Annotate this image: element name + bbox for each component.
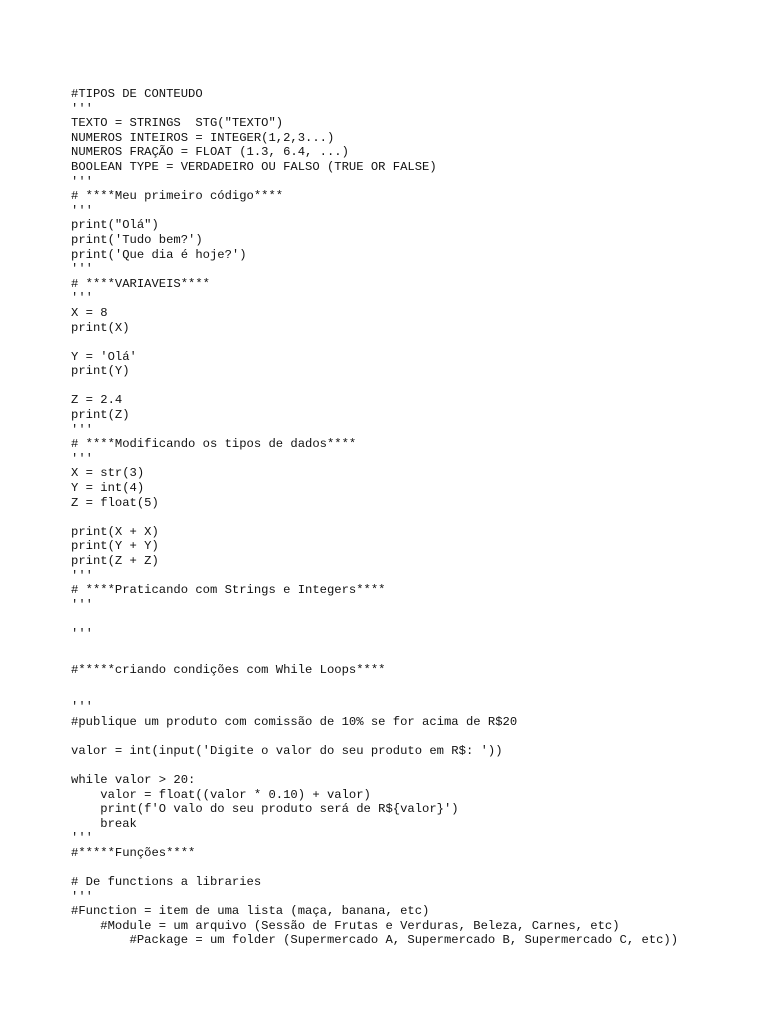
code-line: #Function = item de uma lista (maça, banana, etc): [71, 904, 430, 919]
code-line: break: [71, 816, 137, 831]
code-line: #Package = um folder (Supermercado A, Supermercado B, Supermercado C, etc)): [71, 933, 679, 948]
code-line: ''': [71, 291, 93, 306]
code-line: Y = 'Olá': [71, 349, 137, 364]
code-line: ''': [71, 626, 93, 641]
code-line: ''': [71, 831, 93, 846]
document-page: [71, 87, 761, 948]
blank-line: [71, 335, 761, 350]
code-line: ''': [71, 422, 93, 437]
code-line: print("Olá"): [71, 218, 159, 233]
code-line: print(Y): [71, 364, 130, 379]
code-line: #Module = um arquivo (Sessão de Frutas e Verduras, Beleza, Carnes, etc): [71, 918, 620, 933]
code-line: ''': [71, 699, 93, 714]
blank-line: [71, 510, 761, 525]
blank-line: [71, 729, 761, 744]
code-line: # ****VARIAVEIS****: [71, 276, 210, 291]
code-line: BOOLEAN TYPE = VERDADEIRO OU FALSO (TRUE OR FALSE): [71, 159, 437, 174]
code-line: Z = 2.4: [71, 393, 123, 408]
code-line: print(f'O valo do seu produto será de R${valor}'): [71, 802, 459, 817]
blank-line: [71, 758, 761, 773]
blank-line: [71, 612, 761, 627]
code-line: print(Z): [71, 408, 130, 423]
code-line: # ****Modificando os tipos de dados****: [71, 437, 357, 452]
code-line: NUMEROS INTEIROS = INTEGER(1,2,3...): [71, 130, 335, 145]
code-line: while valor > 20:: [71, 772, 196, 787]
code-line: #TIPOS DE CONTEUDO: [71, 87, 203, 101]
code-line: print('Tudo bem?'): [71, 232, 203, 247]
code-line: ''': [71, 174, 93, 189]
code-line: ''': [71, 597, 93, 612]
code-line: TEXTO = STRINGS STG("TEXTO"): [71, 116, 284, 131]
blank-line: [71, 860, 761, 875]
code-line: Z = float(5): [71, 495, 159, 510]
code-line: valor = int(input('Digite o valor do seu produto em R$: ')): [71, 743, 503, 758]
code-line: X = str(3): [71, 466, 145, 481]
code-line: NUMEROS FRAÇÃO = FLOAT (1.3, 6.4, ...): [71, 145, 349, 160]
code-line: ''': [71, 451, 93, 466]
code-line: print(X): [71, 320, 130, 335]
code-line: #publique um produto com comissão de 10% se for acima de R$20: [71, 714, 518, 729]
code-line: ''': [71, 203, 93, 218]
blank-line: [71, 678, 761, 700]
blank-line: [71, 642, 761, 664]
code-line: #*****Funções****: [71, 845, 196, 860]
code-line: Y = int(4): [71, 481, 145, 496]
code-line: # De functions a libraries: [71, 875, 262, 890]
code-line: print(Y + Y): [71, 539, 159, 554]
code-line: ''': [71, 262, 93, 277]
code-line: # ****Praticando com Strings e Integers****: [71, 583, 386, 598]
code-line: ''': [71, 568, 93, 583]
blank-line: [71, 379, 761, 394]
code-line: ''': [71, 889, 93, 904]
code-line: valor = float((valor * 0.10) + valor): [71, 787, 371, 802]
code-line: print('Que dia é hoje?'): [71, 247, 247, 262]
code-line: print(Z + Z): [71, 554, 159, 568]
code-line: #*****criando condições com While Loops****: [71, 663, 386, 678]
code-line: print(X + X): [71, 524, 159, 539]
code-line: X = 8: [71, 305, 108, 320]
code-line: # ****Meu primeiro código****: [71, 189, 284, 204]
code-line: ''': [71, 101, 93, 116]
